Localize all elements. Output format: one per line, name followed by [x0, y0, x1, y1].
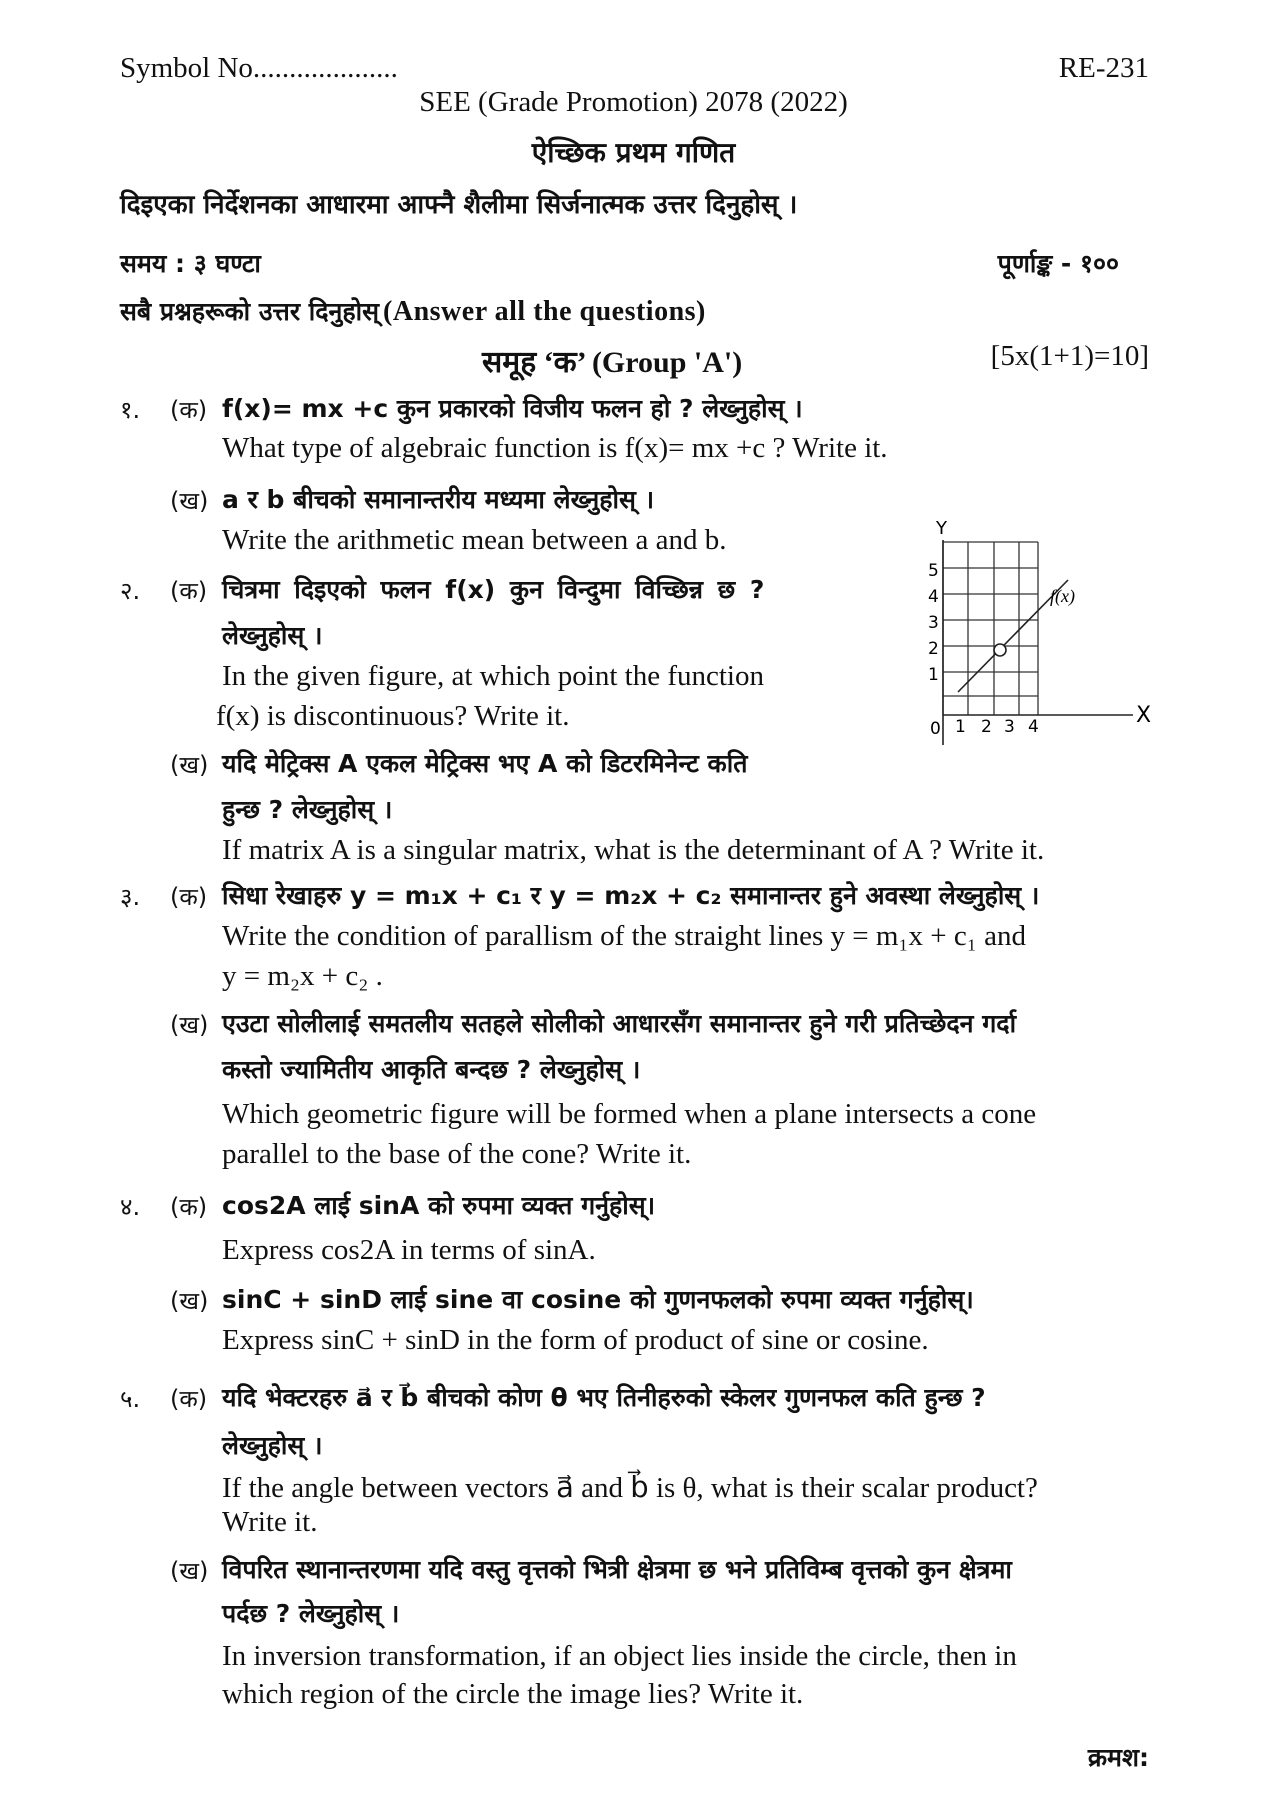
q2a-english-2: f(x) is discontinuous? Write it. [216, 700, 570, 732]
x-tick-2: 2 [981, 717, 992, 737]
q3a-nepali: सिधा रेखाहरु y = m₁x + c₁ र y = m₂x + c₂ समानान्तर हुने अवस्था लेख्नुहोस् । [222, 881, 1040, 910]
continued-marker: क्रमश: [1087, 1743, 1149, 1772]
group-title: समूह ‘क’ (Group 'A') [482, 346, 743, 379]
q4b-nepali: sinC + sinD लाई sine वा cosine को गुणनफलको रुपमा व्यक्त गर्नुहोस्। [222, 1285, 974, 1314]
q3-number: ३. [120, 883, 141, 911]
q5b-english-1: In inversion transformation, if an object lies inside the circle, then in [222, 1640, 1017, 1672]
q3b-nepali-1: एउटा सोलीलाई समतलीय सतहले सोलीको आधारसँग समानान्तर हुने गरी प्रतिच्छेदन गर्दा [222, 1009, 1017, 1038]
paper-code: RE-231 [1058, 52, 1149, 84]
q5b-nepali-1: विपरित स्थानान्तरणमा यदि वस्तु वृत्तको भित्री क्षेत्रमा छ भने प्रतिविम्ब वृत्तको कुन क्षेत्रमा [222, 1555, 1012, 1584]
q2b-nepali-2: हुन्छ ? लेख्नुहोस् । [222, 795, 393, 824]
q2a-nepali-2: लेख्नुहोस् । [222, 621, 323, 650]
q3b-english-2: parallel to the base of the cone? Write it. [222, 1138, 692, 1170]
q2-number: २. [120, 577, 141, 605]
q1b-nepali: a र b बीचको समानान्तरीय मध्यमा लेख्नुहोस् । [222, 485, 655, 514]
y-tick-1: 1 [928, 665, 939, 685]
answer-all-np: सबै प्रश्नहरूको उत्तर दिनुहोस् [120, 297, 380, 326]
q2b-english: If matrix A is a singular matrix, what is the determinant of A ? Write it. [222, 834, 1045, 866]
q5a-label: (क) [170, 1385, 208, 1413]
q1a-english: What type of algebraic function is f(x)= mx +c ? Write it. [222, 432, 888, 464]
q1-number: १. [120, 396, 141, 424]
q5b-label: (ख) [170, 1557, 209, 1585]
q4a-label: (क) [170, 1193, 208, 1221]
q1b-label: (ख) [170, 487, 209, 515]
x-tick-1: 1 [955, 717, 966, 737]
y-tick-2: 2 [928, 639, 939, 659]
time-allowed: समय : ३ घण्टा [120, 249, 261, 278]
q2b-nepali-1: यदि मेट्रिक्स A एकल मेट्रिक्स भए A को डिटरमिनेन्ट कति [222, 749, 748, 778]
discontinuity-point [994, 644, 1006, 656]
q3b-nepali-2: कस्तो ज्यामितीय आकृति बन्दछ ? लेख्नुहोस् । [222, 1055, 641, 1084]
q3a-english-1: Write the condition of parallism of the straight lines y = m₁x + c₁ and [222, 920, 1026, 952]
q5a-english-1: If the angle between vectors a⃗ and b⃗ is θ, what is their scalar product? [222, 1472, 1038, 1504]
origin-label: 0 [930, 719, 941, 739]
symbol-number: Symbol No.................... [120, 52, 398, 84]
q1a-label: (क) [170, 396, 208, 424]
graph-grid [943, 542, 1038, 715]
y-tick-5: 5 [928, 561, 939, 581]
full-marks: पूर्णाङ्क - १०० [997, 249, 1119, 278]
q4a-nepali: cos2A लाई sinA को रुपमा व्यक्त गर्नुहोस्। [222, 1191, 656, 1220]
x-tick-4: 4 [1028, 717, 1039, 737]
q4-number: ४. [120, 1193, 141, 1221]
subject-title: ऐच्छिक प्रथम गणित [531, 136, 736, 169]
q3a-label: (क) [170, 883, 208, 911]
q2a-label: (क) [170, 577, 208, 605]
q5a-english-2: Write it. [222, 1506, 318, 1538]
x-tick-3: 3 [1004, 717, 1015, 737]
q3b-label: (ख) [170, 1011, 209, 1039]
q5a-nepali-2: लेख्नुहोस् । [222, 1431, 323, 1460]
q2a-english-1: In the given figure, at which point the function [222, 660, 764, 692]
q5-number: ५. [120, 1385, 141, 1413]
q5b-english-2: which region of the circle the image lies? Write it. [222, 1678, 804, 1710]
q1a-nepali: f(x)= mx +c कुन प्रकारको विजीय फलन हो ? लेख्नुहोस् । [222, 394, 803, 423]
q1b-english: Write the arithmetic mean between a and b. [222, 524, 727, 556]
q2b-label: (ख) [170, 751, 209, 779]
answer-all-en: (Answer all the questions) [383, 296, 706, 327]
y-tick-4: 4 [928, 587, 939, 607]
q5b-nepali-2: पर्दछ ? लेख्नुहोस् । [222, 1599, 400, 1628]
q2a-nepali-1: चित्रमा दिइएको फलन f(x) कुन विन्दुमा विच्छिन्न छ ? [222, 575, 765, 604]
y-axis-label: Y [936, 520, 947, 539]
general-instruction: दिइएका निर्देशनका आधारमा आफ्नै शैलीमा सिर्जनात्मक उत्तर दिनुहोस् । [120, 190, 798, 220]
answer-all-line [120, 294, 706, 328]
q4b-english: Express sinC + sinD in the form of product of sine or cosine. [222, 1324, 929, 1356]
q5a-nepali-1: यदि भेक्टरहरु a⃗ र b⃗ बीचको कोण θ भए तिनीहरुको स्केलर गुणनफल कति हुन्छ ? [222, 1383, 986, 1412]
q4b-label: (ख) [170, 1287, 209, 1315]
y-tick-3: 3 [928, 613, 939, 633]
function-label: f(x) [1050, 586, 1075, 606]
function-graph [908, 520, 1158, 760]
x-axis-label: X [1136, 703, 1152, 728]
exam-title: SEE (Grade Promotion) 2078 (2022) [419, 86, 848, 118]
group-marks: [5x(1+1)=10] [990, 340, 1149, 372]
q3b-english-1: Which geometric figure will be formed when a plane intersects a cone [222, 1098, 1037, 1130]
q3a-english-2: y = m₂x + c₂ . [222, 960, 383, 992]
q4a-english: Express cos2A in terms of sinA. [222, 1234, 596, 1266]
